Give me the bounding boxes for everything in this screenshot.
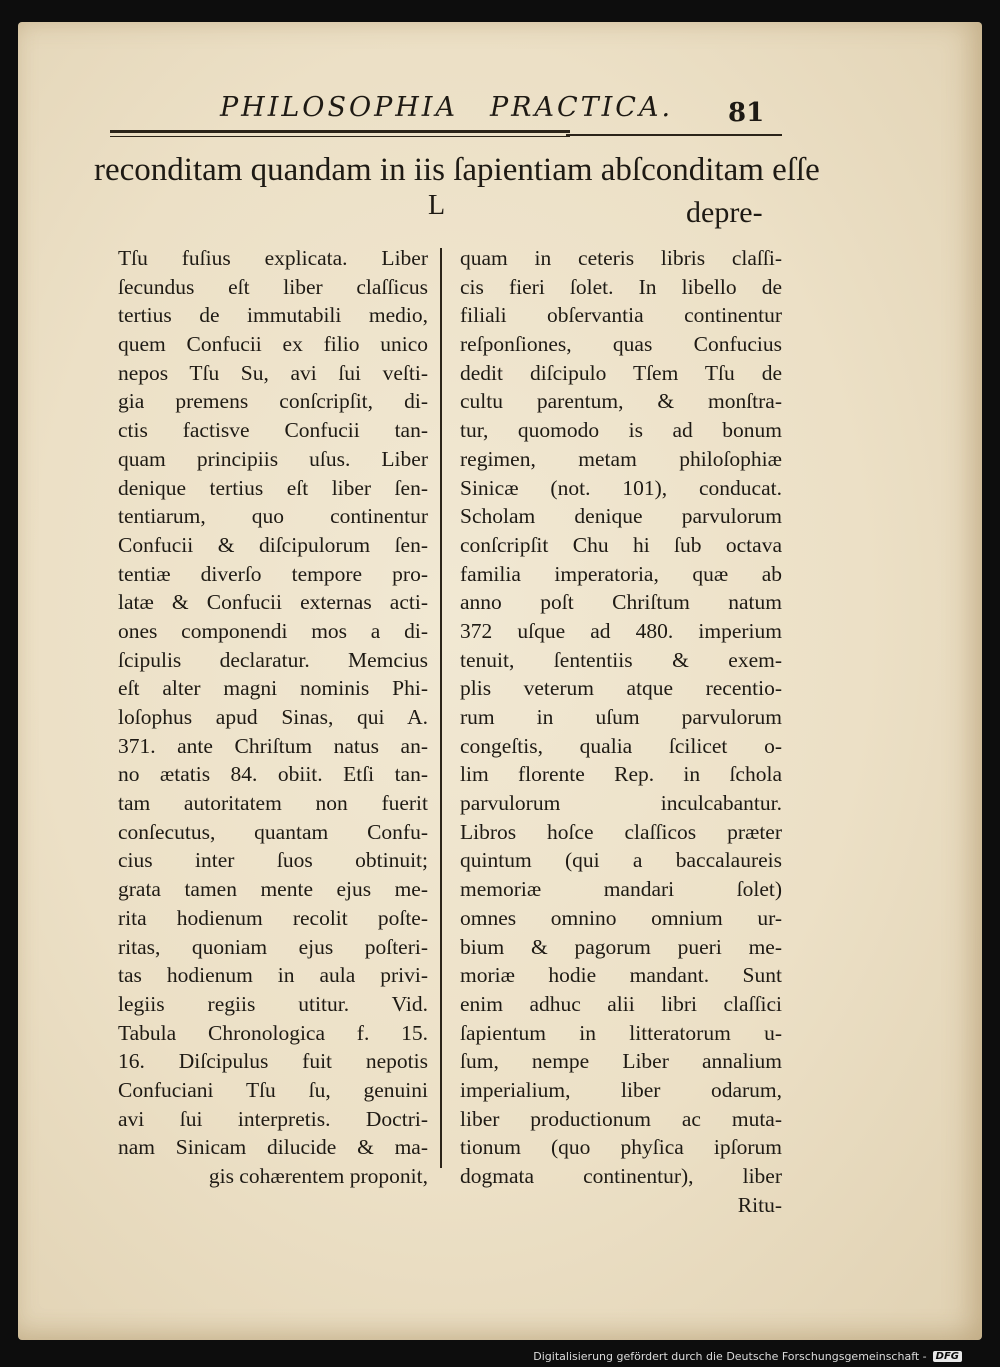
text-line: omnes omnino omnium ur- — [460, 905, 782, 930]
text-line: Confuciani Tſu ſu, genuini — [118, 1077, 428, 1102]
text-line: Scholam denique parvulorum — [460, 504, 782, 529]
text-line: nepos Tſu Su, avi ſui veſti- — [118, 360, 428, 385]
text-line: bium & pagorum pueri me- — [460, 934, 782, 959]
text-line: familia imperatoria, quæ ab — [460, 561, 782, 586]
text-line: gia premens conſcripſit, di- — [118, 389, 428, 414]
text-line: reſponſiones, quas Confucius — [460, 332, 782, 357]
text-line: legiis regiis utitur. Vid. — [118, 991, 428, 1016]
signature-mark: L — [428, 190, 446, 221]
text-line: tur, quomodo is ad bonum — [460, 418, 782, 443]
text-line: gis cohærentem proponit, — [208, 1164, 428, 1188]
header-rule-right — [566, 134, 782, 136]
text-line: quem Confucii ex filio unico — [118, 332, 428, 357]
text-line: Libros hoſce claſſicos præter — [460, 819, 782, 844]
text-line: conſcripſit Chu hi ſub octava — [460, 532, 782, 557]
text-line: 372 uſque ad 480. imperium — [460, 618, 782, 643]
text-line: anno poſt Chriſtum natum — [460, 590, 782, 615]
digitization-footer — [533, 1350, 962, 1363]
text-line: denique tertius eſt liber ſen- — [118, 475, 428, 500]
text-line: cis fieri ſolet. In libello de — [460, 274, 782, 299]
text-line: filiali obſervantia continentur — [460, 303, 782, 328]
text-line: parvulorum inculcabantur. — [460, 791, 782, 816]
page-number: 81 — [728, 98, 765, 128]
header-rule-thin — [110, 136, 570, 137]
text-line: conſecutus, quantam Confu- — [118, 819, 428, 844]
text-line: congeſtis, qualia ſcilicet o- — [460, 733, 782, 758]
text-line: grata tamen mente ejus me- — [118, 877, 428, 902]
text-line: Ritu- — [737, 1192, 782, 1217]
text-line: tionum (quo phyſica ipſorum — [460, 1135, 782, 1160]
header-rule — [110, 130, 570, 133]
footnote-column-right — [460, 244, 782, 1219]
text-line: ones componendi mos a di- — [118, 618, 428, 643]
text-line: ſecundus eſt liber claſſicus — [118, 274, 428, 299]
text-line: Tabula Chronologica f. 15. — [118, 1020, 428, 1045]
text-line: imperialium, liber odarum, — [460, 1077, 782, 1102]
text-line: 16. Diſcipulus fuit nepotis — [118, 1049, 428, 1074]
text-line: loſophus apud Sinas, qui A. — [118, 705, 428, 729]
footer-credit: Digitalisierung gefördert durch die Deutsche Forschungsgemeinschaft - — [533, 1350, 927, 1363]
text-line: rita hodienum recolit poſte- — [118, 905, 428, 930]
column-divider — [440, 248, 442, 1168]
text-line: cultu parentum, & monſtra- — [460, 389, 782, 414]
dfg-logo: DFG — [933, 1351, 962, 1362]
text-line: tas hodienum in aula privi- — [118, 963, 428, 988]
text-line: quintum (qui a baccalaureis — [460, 848, 782, 873]
text-line: ſum, nempe Liber annalium — [460, 1049, 782, 1074]
text-line: 371. ante Chriſtum natus an- — [118, 733, 428, 758]
text-line: liber productionum ac muta- — [460, 1106, 782, 1131]
text-line: eſt alter magni nominis Phi- — [118, 676, 428, 701]
text-line: lim florente Rep. in ſchola — [460, 762, 782, 787]
text-line: ctis factisve Confucii tan- — [118, 418, 428, 443]
text-line: tentiæ diverſo tempore pro- — [118, 561, 428, 586]
footnote-column-left — [118, 244, 428, 1191]
text-line: latæ & Confucii externas acti- — [118, 590, 428, 615]
text-line: avi ſui interpretis. Doctri- — [118, 1106, 428, 1131]
text-line: rum in uſum parvulorum — [460, 705, 782, 729]
text-line: tenuit, ſententiis & exem- — [460, 647, 782, 672]
running-title-left: PHILOSOPHIA — [220, 92, 458, 123]
text-line: memoriæ mandari ſolet) — [460, 877, 782, 902]
text-line: quam in ceteris libris claſſi- — [460, 246, 782, 270]
running-head — [220, 92, 673, 123]
text-line: tertius de immutabili medio, — [118, 303, 428, 328]
running-title-right: PRACTICA. — [489, 92, 674, 123]
text-line: dogmata continentur), liber — [460, 1164, 782, 1188]
text-line: ſapientum in litteratorum u- — [460, 1020, 782, 1045]
text-line: dedit diſcipulo Tſem Tſu de — [460, 360, 782, 385]
text-line: ritas, quoniam ejus poſteri- — [118, 934, 428, 959]
text-line: nam Sinicam dilucide & ma- — [118, 1135, 428, 1160]
text-line: moriæ hodie mandant. Sunt — [460, 963, 782, 988]
catchword: depre- — [686, 196, 763, 229]
text-line: plis veterum atque recentio- — [460, 676, 782, 701]
text-line: regimen, metam philoſophiæ — [460, 446, 782, 471]
text-line: Tſu fuſius explicata. Liber — [118, 246, 428, 270]
text-line: tam autoritatem non fuerit — [118, 791, 428, 816]
text-above-line: reconditam quandam in iis ſapientiam abſconditam eſſe — [94, 152, 820, 188]
text-line: Sinicæ (not. 101), conducat. — [460, 475, 782, 500]
text-line: cius inter ſuos obtinuit; — [118, 848, 428, 873]
text-line: tentiarum, quo continentur — [118, 504, 428, 529]
text-line: enim adhuc alii libri claſſici — [460, 991, 782, 1016]
text-line: ſcipulis declaratur. Memcius — [118, 647, 428, 672]
text-line: quam principiis uſus. Liber — [118, 446, 428, 471]
text-line: no ætatis 84. obiit. Etſi tan- — [118, 762, 428, 787]
text-line: Confucii & diſcipulorum ſen- — [118, 532, 428, 557]
